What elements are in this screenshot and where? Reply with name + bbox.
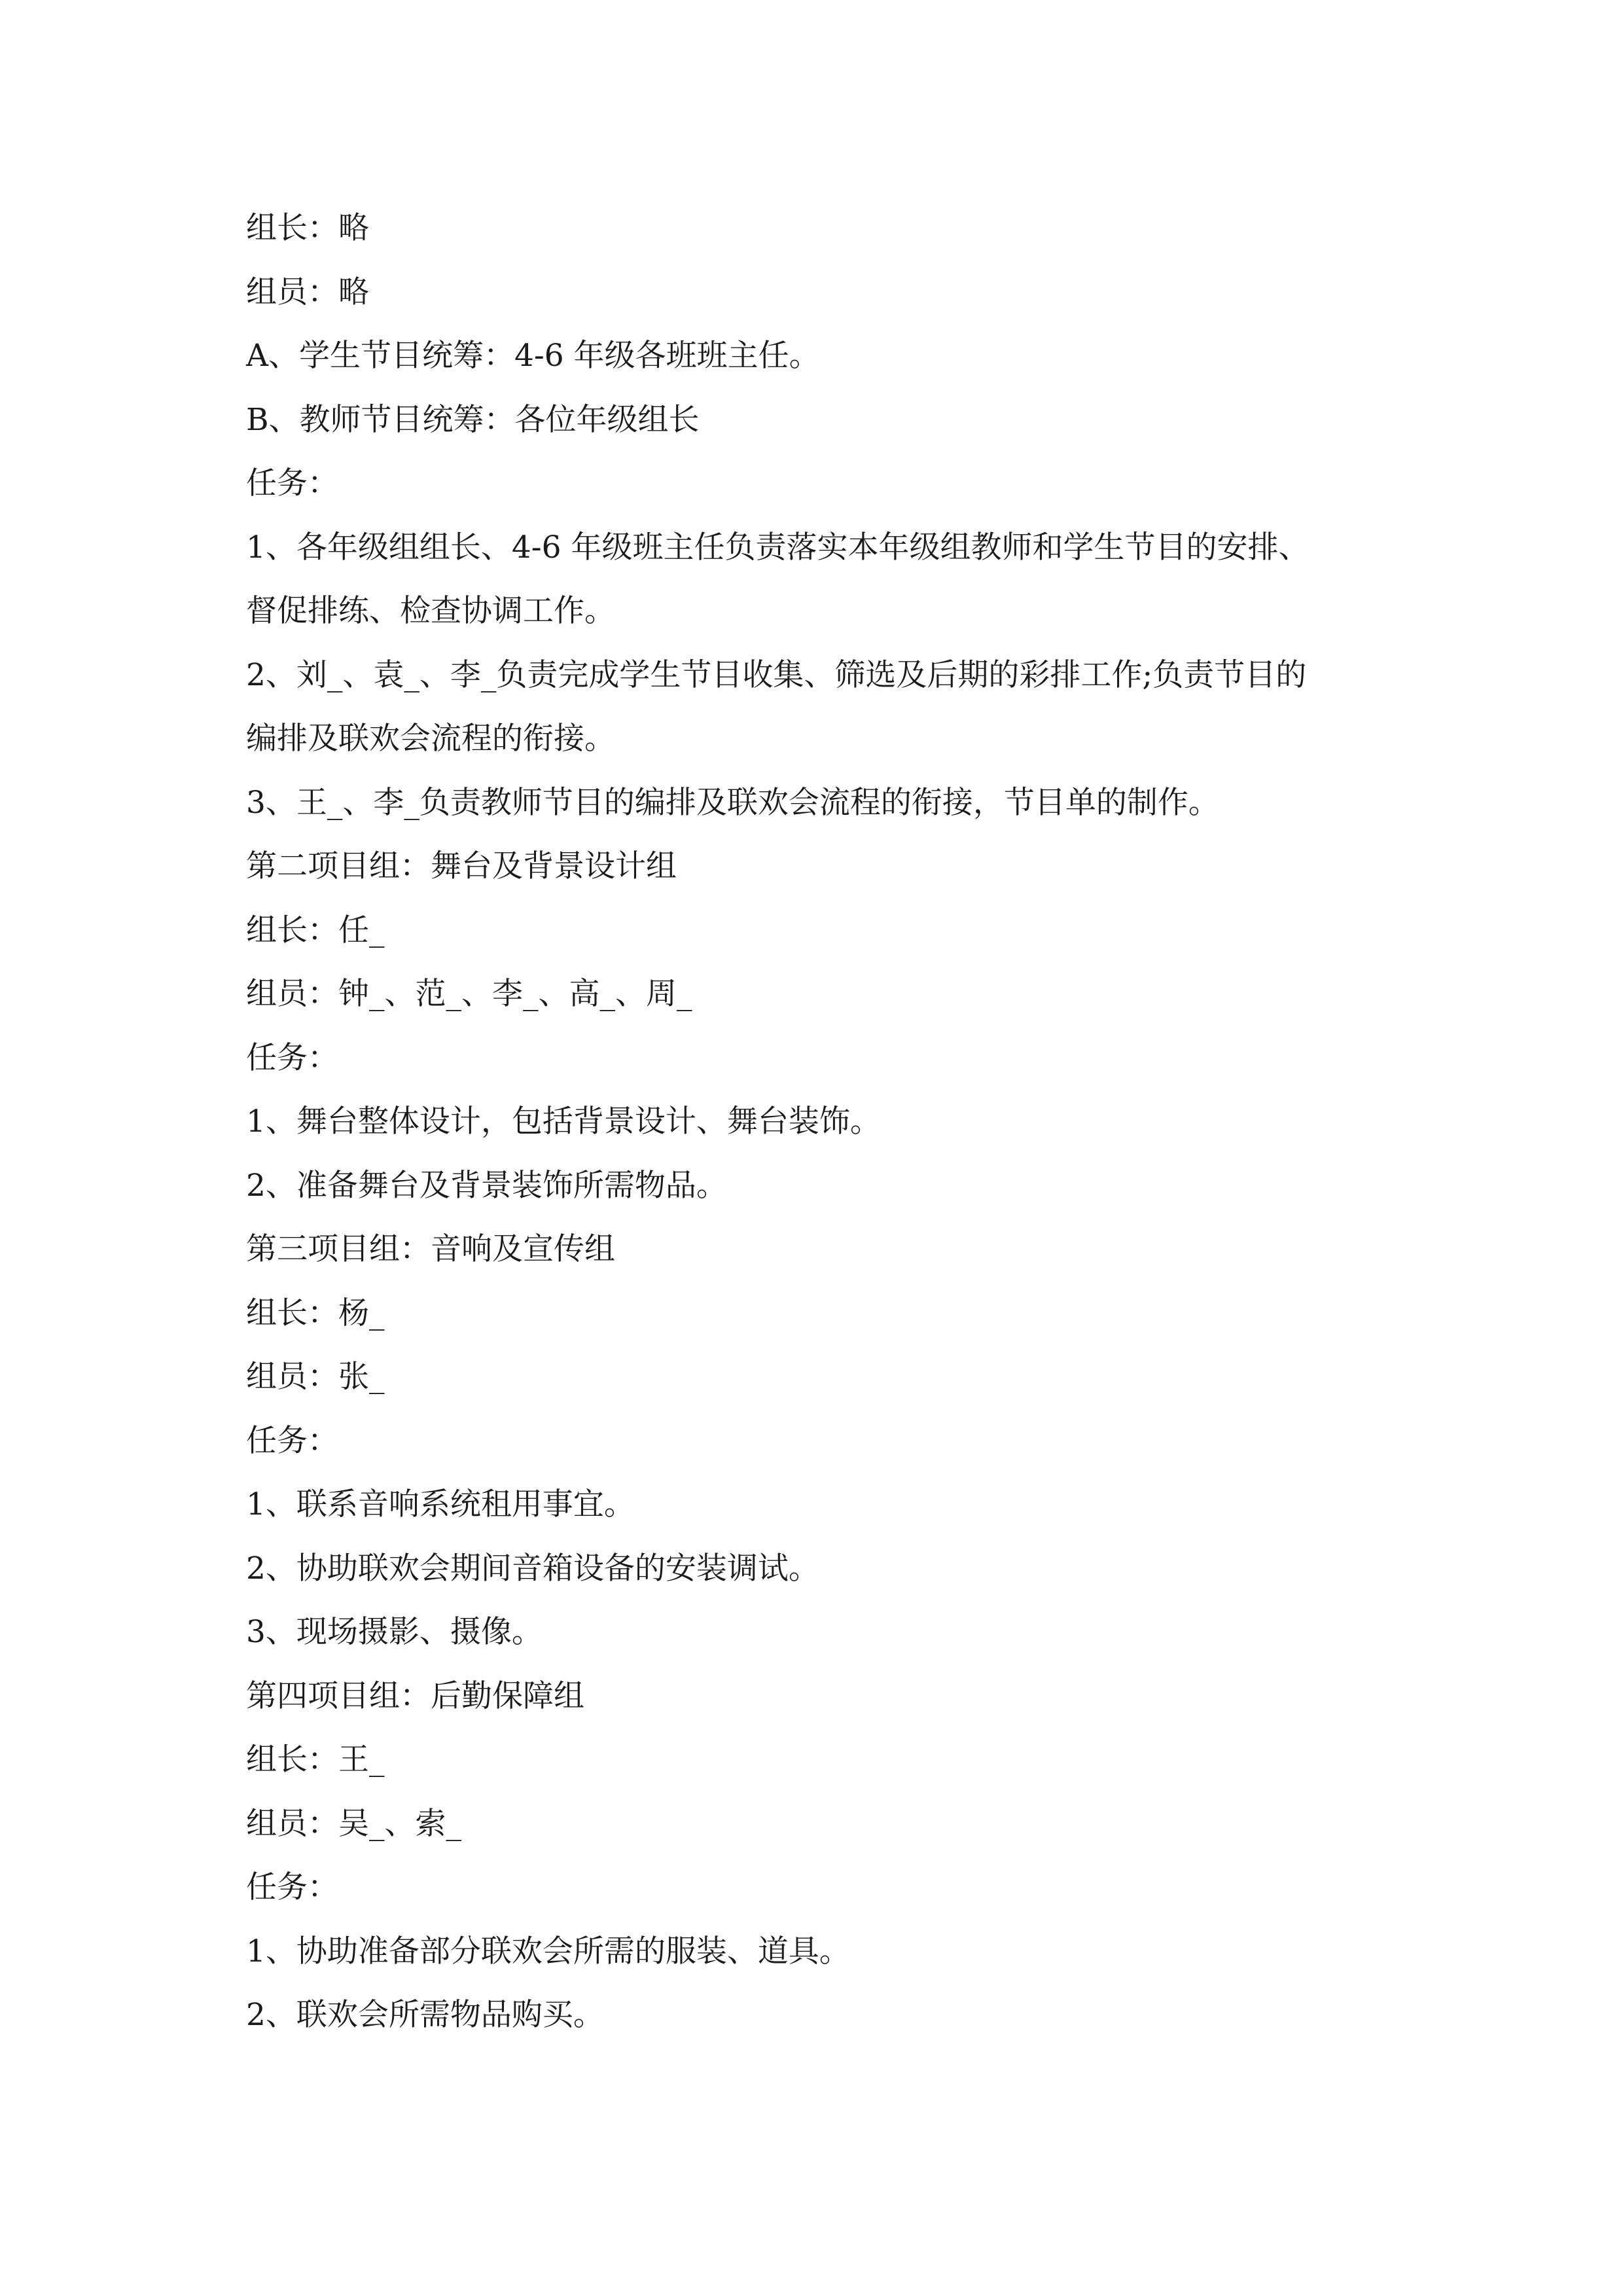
tasks-heading: 任务： [246,465,338,501]
tasks-heading: 任务： [246,1422,338,1459]
leader-line: 组长：略 [246,210,369,246]
group-heading-logistics: 第四项目组：后勤保障组 [246,1677,584,1714]
task-item: 1、舞台整体设计，包括背景设计、舞台装饰。 [246,1103,881,1139]
tasks-heading: 任务： [246,1039,338,1076]
task-item-continuation: 督促排练、检查协调工作。 [246,593,615,629]
members-line: 组员：张_ [246,1359,385,1395]
task-item: 3、王_、李_负责教师节目的编排及联欢会流程的衔接，节目单的制作。 [246,784,1219,821]
task-item: 1、协助准备部分联欢会所需的服装、道具。 [246,1933,850,1969]
leader-line: 组长：任_ [246,912,385,948]
task-item: 2、联欢会所需物品购买。 [246,1997,604,2033]
members-line: 组员：吴_、索_ [246,1805,461,1842]
group-heading-stage: 第二项目组：舞台及背景设计组 [246,848,677,884]
document-body [246,196,1385,2047]
group-heading-audio: 第三项目组：音响及宣传组 [246,1231,615,1267]
task-item: 2、协助联欢会期间音箱设备的安装调试。 [246,1550,819,1587]
leader-line: 组长：王_ [246,1742,385,1778]
members-line: 组员：钟_、范_、李_、高_、周_ [246,976,692,1012]
task-item: 3、现场摄影、摄像。 [246,1614,543,1650]
student-program-coordination: A、学生节目统筹：4-6 年级各班班主任。 [246,338,820,374]
task-item: 2、准备舞台及背景装饰所需物品。 [246,1167,727,1204]
leader-line: 组长：杨_ [246,1295,385,1331]
task-item: 2、刘_、袁_、李_负责完成学生节目收集、筛选及后期的彩排工作;负责节目的 [246,656,1307,693]
members-line: 组员：略 [246,274,369,310]
task-item: 1、联系音响系统租用事宜。 [246,1486,635,1522]
task-item-continuation: 编排及联欢会流程的衔接。 [246,721,615,757]
tasks-heading: 任务： [246,1869,338,1905]
task-item: 1、各年级组组长、4-6 年级班主任负责落实本年级组教师和学生节目的安排、 [246,529,1310,565]
teacher-program-coordination: B、教师节目统筹：各位年级组长 [246,401,700,438]
